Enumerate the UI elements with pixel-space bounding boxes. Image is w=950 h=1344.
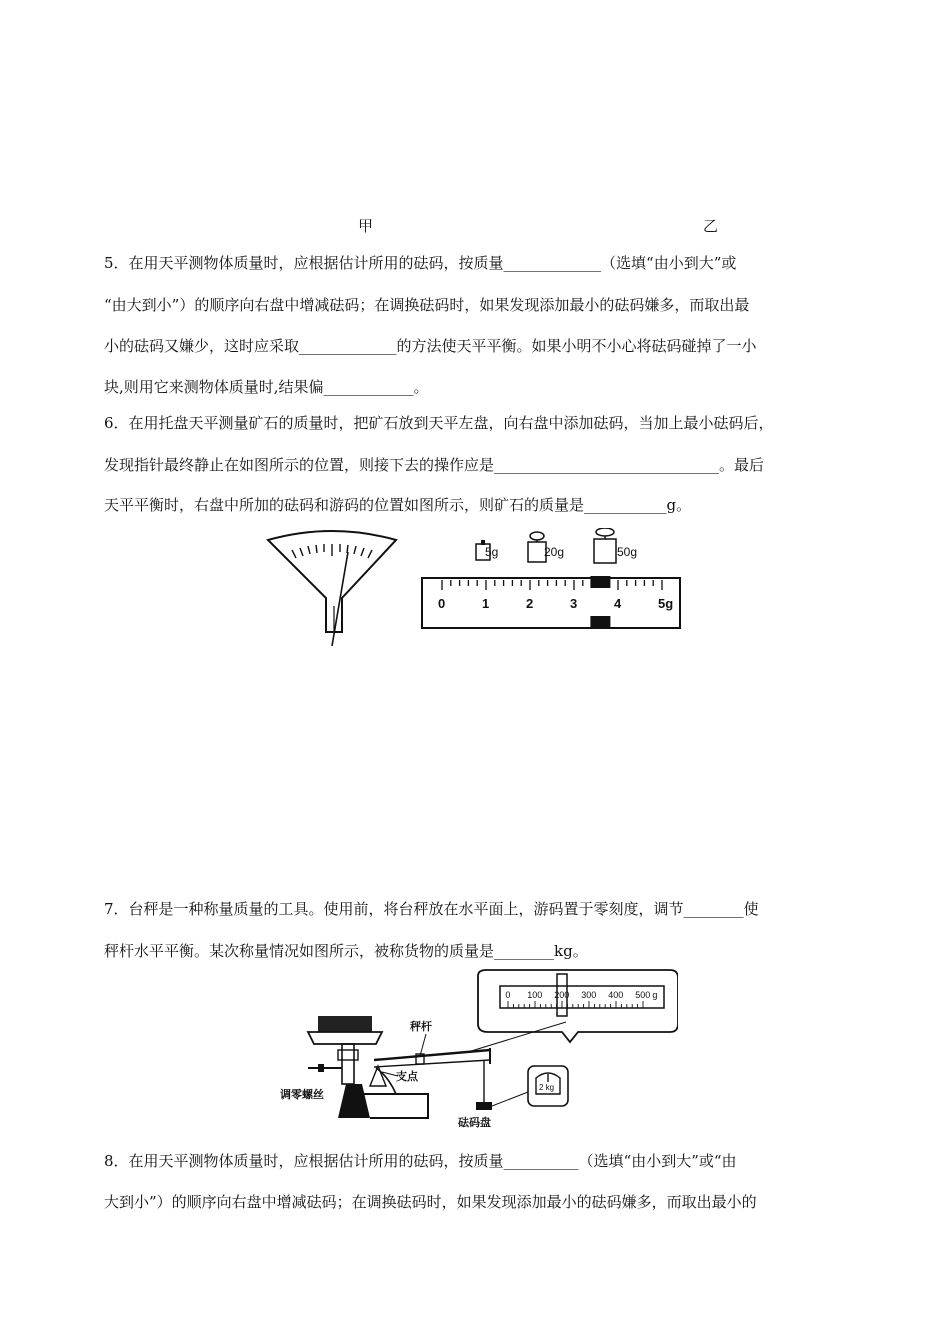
q8-line-1: 8．在用天平测物体质量时，应根据估计所用的砝码，按质量__________（选填“由小到大”或“由 [104, 1152, 737, 1170]
q6-line-3: 天平平衡时，右盘中所加的砝码和游码的位置如图所示，则矿石的质量是___________g。 [104, 496, 692, 514]
rider-scale-label: 3 [570, 596, 578, 611]
label-beam: 秤杆 [410, 1021, 432, 1033]
label-fulcrum: 支点 [396, 1071, 418, 1083]
q5-line-1: 5．在用天平测物体质量时，应根据估计所用的砝码，按质量_____________（选填“由小到大”或 [104, 254, 737, 272]
weight-20g [528, 532, 564, 562]
weight-50g [594, 528, 637, 563]
q7-line-1: 7．台秤是一种称量质量的工具。使用前，将台秤放在水平面上，游码置于零刻度，调节________使 [104, 900, 759, 918]
rider-scale-bar [422, 578, 680, 628]
label-zero-screw: 调零螺丝 [280, 1089, 324, 1101]
q5-line-4: 块,则用它来测物体质量时,结果偏____________。 [104, 378, 429, 396]
beam-scale-label: g [652, 990, 658, 1000]
balance-pointer-dial-figure [262, 528, 402, 650]
rider-scale-label: 0 [438, 596, 446, 611]
rider-bottom [590, 616, 610, 628]
weight-label-20g: 20g [544, 545, 565, 559]
weight-5g [476, 540, 498, 560]
rider-scale-label: 5g [658, 596, 674, 611]
rider-scale-label: 2 [526, 596, 534, 611]
beam-scale-label: 0 [505, 990, 511, 1000]
weight-label-50g: 50g [617, 545, 638, 559]
rider-scale-label: 1 [482, 596, 490, 611]
beam-scale-label: 500 [635, 990, 651, 1000]
weight-label-5g: 5g [485, 545, 499, 559]
rider-scale-label: 4 [614, 596, 622, 611]
weight-2kg-label: 2 kg [539, 1083, 555, 1092]
q5-line-3: 小的砝码又嫌少，这时应采取_____________的方法使天平平衡。如果小明不小心将砝码碰掉了一小 [104, 337, 757, 355]
beam-scale-label: 200 [554, 990, 570, 1000]
q7-line-2: 秤杆水平平衡。某次称量情况如图所示，被称货物的质量是________kg。 [104, 942, 588, 960]
rider-top [590, 576, 610, 588]
beam-scale-label: 400 [608, 990, 624, 1000]
beam-scale-label: 300 [581, 990, 597, 1000]
weights-and-rider-figure [416, 528, 686, 632]
beam-scale-label: 100 [527, 990, 543, 1000]
q6-line-1: 6．在用托盘天平测量矿石的质量时，把矿石放到天平左盘，向右盘中添加砝码，当加上最小砝码后， [104, 414, 774, 432]
q5-line-2: “由大到小”）的顺序向右盘中增减砝码；在调换砝码时，如果发现添加最小的砝码嫌多，而取出最 [104, 296, 750, 314]
label-weight-pan: 砝码盘 [458, 1117, 491, 1129]
caption-jia: 甲 [358, 217, 374, 235]
platform-scale-figure [278, 968, 678, 1130]
q8-line-2: 大到小”）的顺序向右盘中增减砝码；在调换砝码时，如果发现添加最小的砝码嫌多，而取出最小的 [104, 1193, 757, 1211]
q6-line-2: 发现指针最终静止在如图所示的位置，则接下去的操作应是______________________________。最后 [104, 456, 765, 474]
caption-yi: 乙 [703, 217, 719, 235]
